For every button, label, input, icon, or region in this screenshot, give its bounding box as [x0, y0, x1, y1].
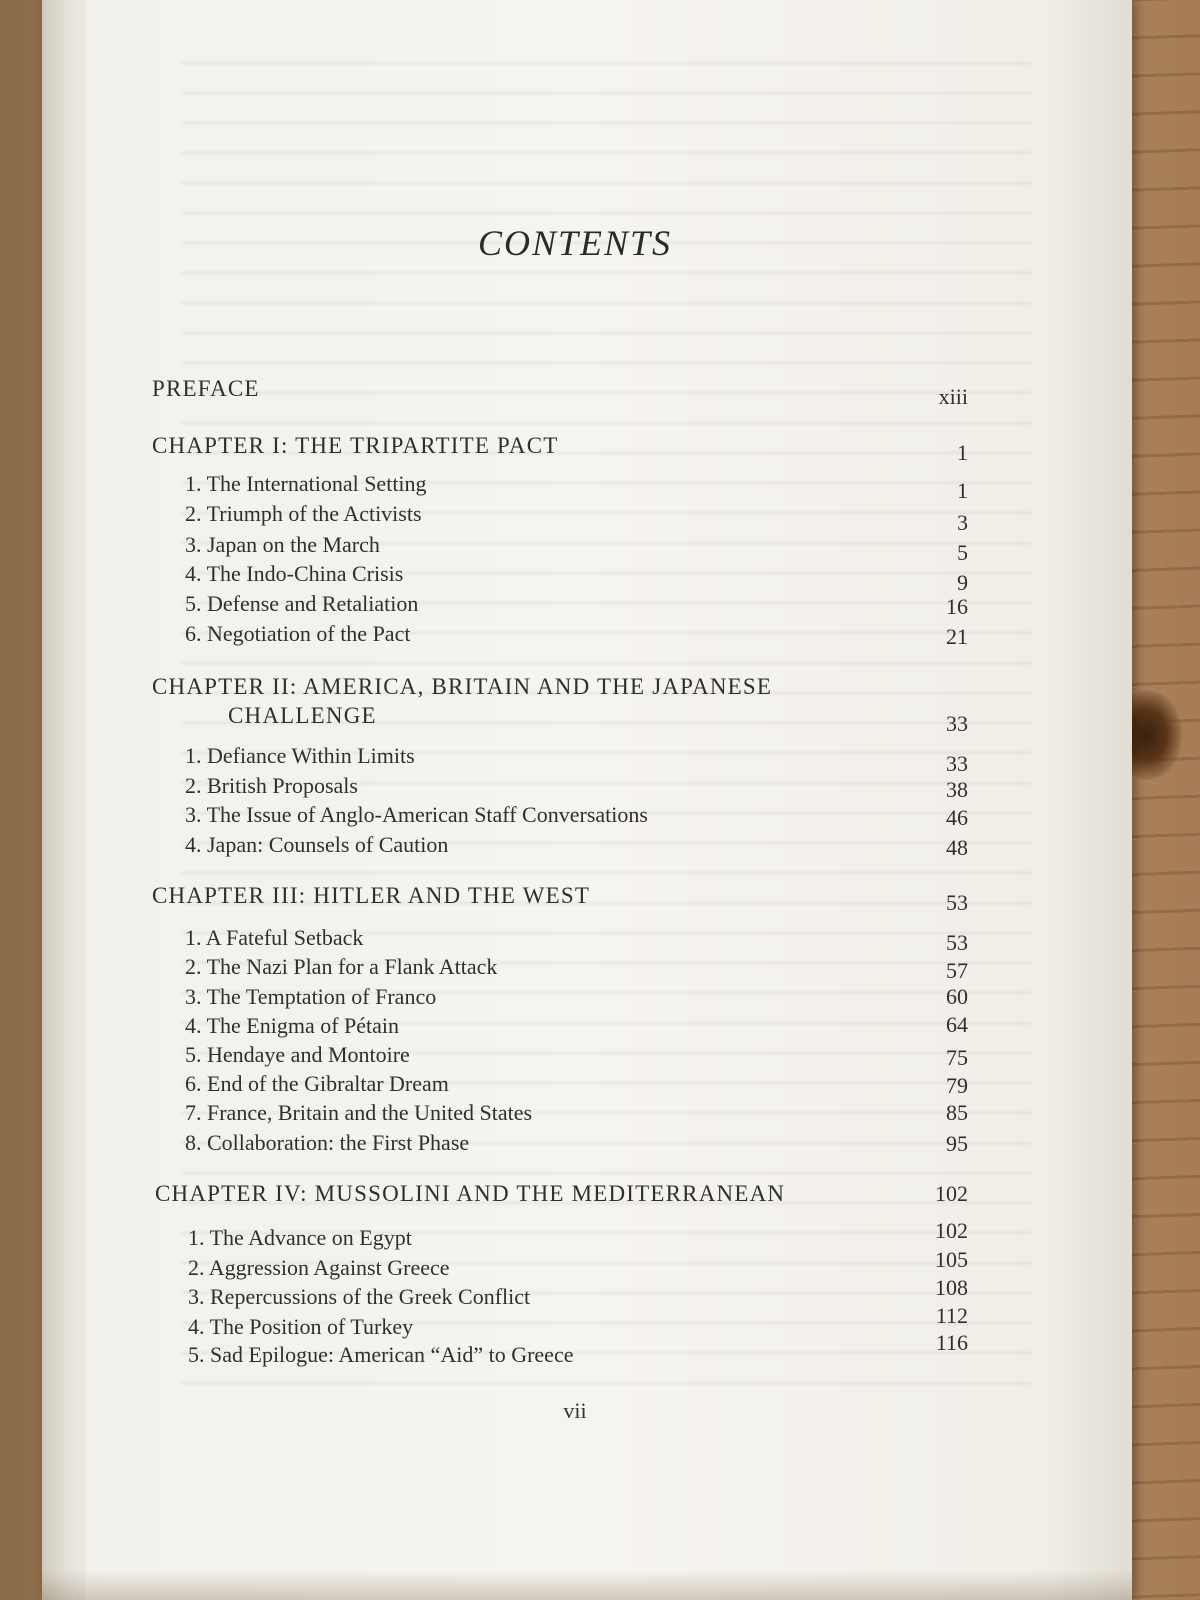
section-entry: 1. Defiance Within Limits	[185, 743, 415, 768]
section-entry: 6. Negotiation of the Pact	[185, 621, 411, 646]
section-page: 38	[946, 777, 968, 802]
section-entry: 8. Collaboration: the First Phase	[185, 1130, 470, 1155]
chapter-heading: CHAPTER II: AMERICA, BRITAIN AND THE JAPANESE	[152, 674, 773, 699]
chapter-page: 1	[957, 440, 968, 465]
page-number: vii	[563, 1398, 587, 1423]
section-entry: 2. British Proposals	[185, 773, 358, 798]
section-page: 60	[946, 984, 968, 1009]
section-entry: 4. The Position of Turkey	[188, 1314, 414, 1339]
section-page: 33	[946, 751, 968, 776]
section-page: 21	[946, 624, 968, 649]
section-entry: 1. The International Setting	[185, 471, 427, 496]
chapter-page: 102	[935, 1181, 968, 1206]
section-page: 85	[946, 1100, 968, 1125]
preface-label: PREFACE	[152, 376, 260, 401]
section-entry: 4. The Indo-China Crisis	[185, 561, 404, 586]
section-entry: 3. Japan on the March	[185, 532, 380, 557]
section-page: 9	[957, 570, 968, 595]
section-entry: 1. The Advance on Egypt	[188, 1225, 412, 1250]
section-page: 57	[946, 958, 968, 983]
section-entry: 5. Defense and Retaliation	[185, 591, 419, 616]
section-entry: 6. End of the Gibraltar Dream	[185, 1071, 449, 1096]
section-page: 116	[935, 1330, 968, 1355]
section-entry: 3. Repercussions of the Greek Conflict	[188, 1284, 531, 1309]
page-title: CONTENTS	[477, 223, 673, 263]
section-page: 108	[935, 1275, 968, 1300]
section-page: 75	[946, 1045, 968, 1070]
section-entry: 3. The Temptation of Franco	[185, 984, 437, 1009]
chapter-page: 33	[946, 711, 968, 736]
section-page: 16	[946, 594, 968, 619]
section-page: 102	[935, 1218, 968, 1243]
section-entry: 4. Japan: Counsels of Caution	[185, 832, 449, 857]
chapter-page: 53	[946, 890, 968, 915]
section-entry: 5. Hendaye and Montoire	[185, 1042, 410, 1067]
section-entry: 4. The Enigma of Pétain	[185, 1013, 400, 1038]
section-entry: 1. A Fateful Setback	[185, 925, 364, 950]
chapter-heading-continued: CHALLENGE	[228, 703, 377, 728]
chapter-heading: CHAPTER IV: MUSSOLINI AND THE MEDITERRANEAN	[155, 1181, 786, 1206]
section-page: 105	[935, 1247, 968, 1272]
section-entry: 3. The Issue of Anglo-American Staff Conversations	[185, 802, 648, 827]
section-page: 48	[946, 835, 968, 860]
section-entry: 2. Aggression Against Greece	[188, 1255, 450, 1280]
section-page: 1	[957, 478, 968, 503]
section-page: 53	[946, 930, 968, 955]
section-page: 112	[935, 1303, 968, 1328]
chapter-heading: CHAPTER III: HITLER AND THE WEST	[152, 883, 591, 908]
section-page: 64	[946, 1012, 968, 1037]
section-page: 3	[957, 510, 968, 535]
section-page: 5	[957, 540, 968, 565]
preface-page: xiii	[938, 384, 968, 409]
section-entry: 5. Sad Epilogue: American “Aid” to Greece	[188, 1342, 574, 1367]
chapter-heading: CHAPTER I: THE TRIPARTITE PACT	[152, 433, 559, 458]
section-entry: 2. The Nazi Plan for a Flank Attack	[185, 954, 498, 979]
section-page: 79	[946, 1073, 968, 1098]
section-entry: 7. France, Britain and the United States	[185, 1100, 533, 1125]
section-entry: 2. Triumph of the Activists	[185, 501, 422, 526]
section-page: 46	[946, 805, 968, 830]
section-page: 95	[946, 1131, 968, 1156]
